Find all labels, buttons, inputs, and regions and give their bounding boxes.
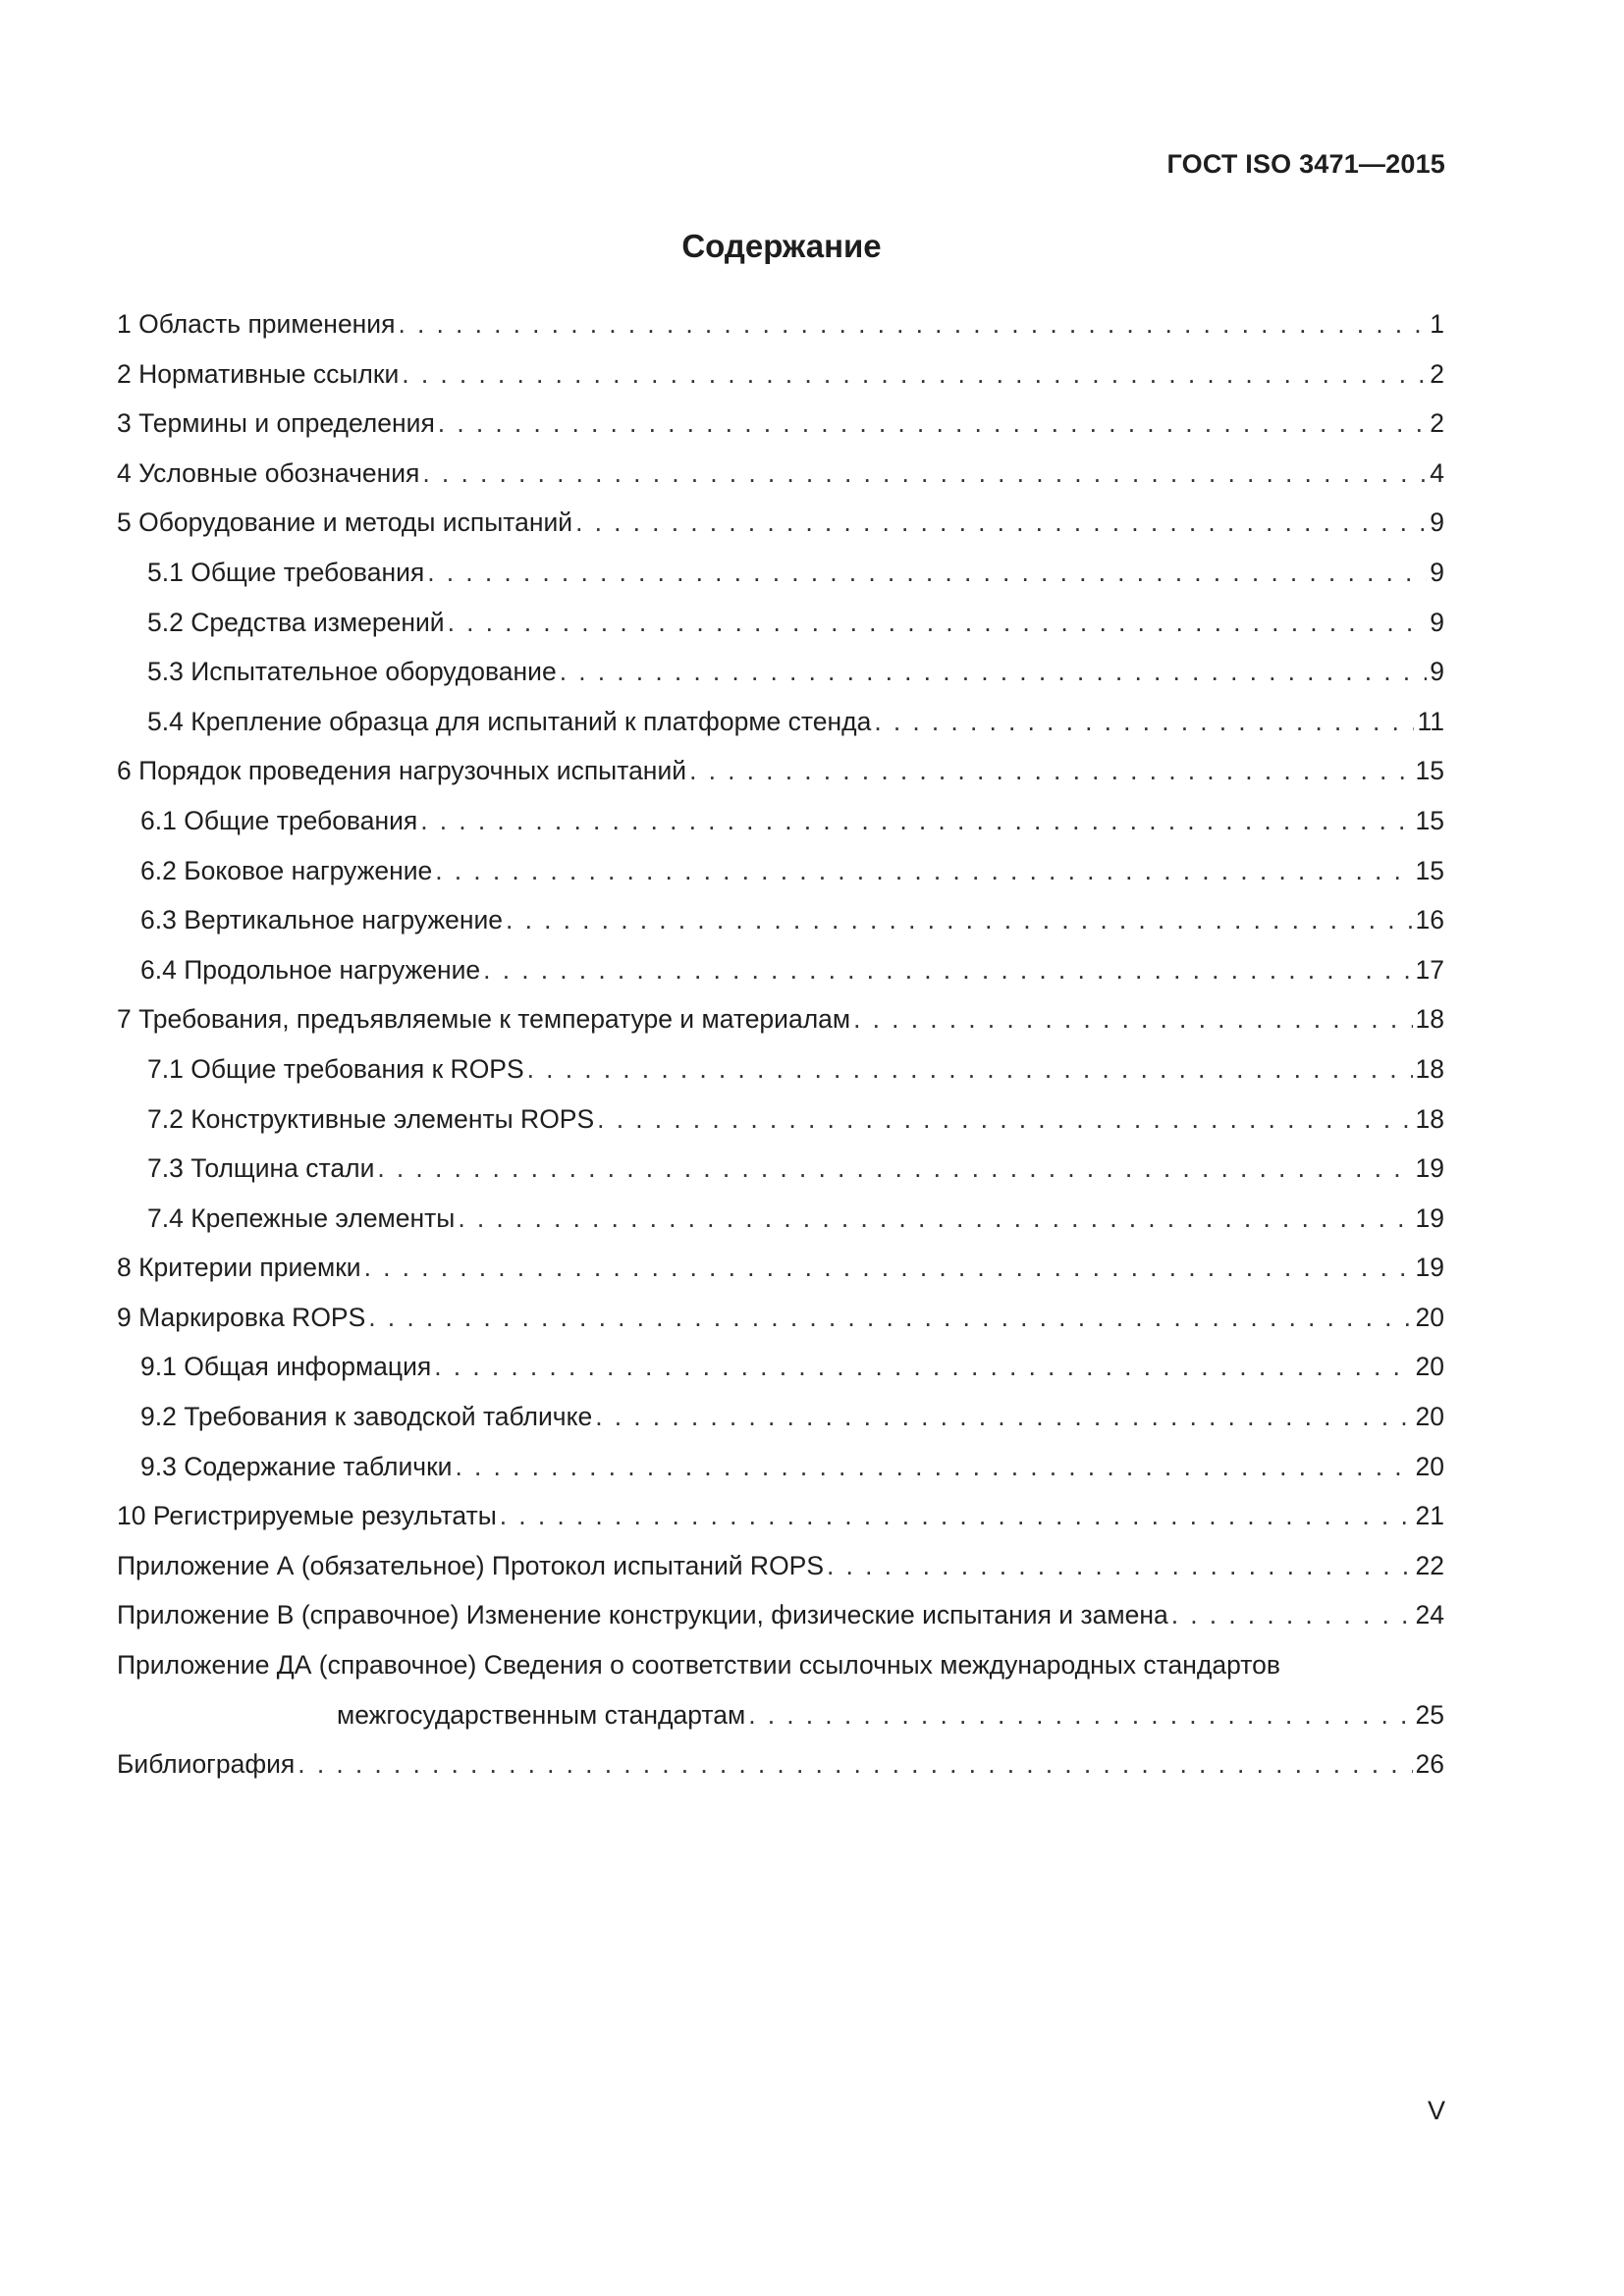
toc-entry-page: 19 <box>1415 1202 1444 1233</box>
toc-entry[interactable] <box>117 702 1444 752</box>
toc-entry-label: 5.3 Испытательное оборудование <box>147 657 557 687</box>
toc-entry-label: 6 Порядок проведения нагрузочных испытаний <box>117 756 687 786</box>
toc-entry[interactable] <box>117 603 1444 653</box>
toc-dot-leader <box>398 304 1427 344</box>
toc-entry[interactable] <box>117 403 1444 454</box>
toc-entry[interactable] <box>117 1496 1444 1546</box>
toc-entry-label: 5.2 Средства измерений <box>147 607 445 637</box>
toc-entry-label: 7.3 Толщина стали <box>147 1153 375 1184</box>
toc-entry[interactable] <box>117 652 1444 702</box>
toc-entry-page: 2 <box>1430 358 1444 389</box>
toc-entry[interactable] <box>117 950 1444 1000</box>
toc-dot-leader <box>527 1049 1413 1089</box>
toc-entry[interactable] <box>117 354 1444 404</box>
toc-entry-label: 7 Требования, предъявляемые к температуре и материалам <box>117 1004 851 1035</box>
toc-entry-page: 26 <box>1415 1749 1444 1780</box>
toc-entry-page: 20 <box>1415 1402 1444 1432</box>
toc-entry[interactable] <box>117 454 1444 504</box>
toc-entry-label: 7.4 Крепежные элементы <box>147 1202 456 1233</box>
toc-entry-label: 6.2 Боковое нагружение <box>140 855 433 885</box>
toc-entry-label: межгосударственным стандартам <box>337 1699 746 1730</box>
toc-entry-page: 19 <box>1415 1253 1444 1283</box>
toc-entry-label: Приложение А (обязательное) Протокол испытаний ROPS <box>117 1550 825 1580</box>
toc-dot-leader <box>448 603 1428 642</box>
toc-dot-leader <box>458 1199 1412 1238</box>
toc-entry[interactable] <box>117 900 1444 950</box>
toc-dot-leader <box>402 354 1427 394</box>
toc-entry-page: 22 <box>1415 1550 1444 1580</box>
toc-dot-leader <box>298 1744 1412 1784</box>
toc-entry[interactable] <box>117 1744 1444 1794</box>
toc-entry[interactable] <box>117 1695 1444 1745</box>
toc-entry-page: 25 <box>1415 1699 1444 1730</box>
toc-dot-leader <box>364 1248 1413 1287</box>
toc-entry[interactable] <box>117 1148 1444 1199</box>
toc-dot-leader <box>368 1298 1412 1337</box>
toc-entry-page: 11 <box>1417 706 1444 736</box>
toc-entry-page: 15 <box>1415 756 1444 786</box>
toc-entry[interactable] <box>117 1595 1444 1645</box>
toc-dot-leader <box>377 1148 1412 1188</box>
toc-entry-page: 1 <box>1430 309 1444 339</box>
toc-entry-label: 3 Термины и определения <box>117 408 435 439</box>
toc-entry-label: Приложение ДА (справочное) Сведения о соответствии ссылочных международных стандартов <box>117 1650 1280 1681</box>
toc-entry-page: 20 <box>1415 1352 1444 1382</box>
toc-entry-label: 7.2 Конструктивные элементы ROPS <box>147 1103 595 1134</box>
toc-entry-label: 5.1 Общие требования <box>147 557 425 587</box>
toc-dot-leader <box>500 1496 1413 1535</box>
toc-dot-leader <box>483 950 1412 989</box>
toc-title: Содержание <box>681 228 882 264</box>
page-number: V <box>1427 2096 1445 2125</box>
toc-entry-label: 9.1 Общая информация <box>140 1352 432 1382</box>
toc-dot-leader <box>435 851 1412 890</box>
toc-entry-label: 10 Регистрируемые результаты <box>117 1501 497 1531</box>
toc-dot-leader <box>422 454 1427 493</box>
toc-dot-leader <box>438 403 1427 443</box>
toc-entry-page: 18 <box>1415 1103 1444 1134</box>
toc-entry-page: 17 <box>1415 954 1444 985</box>
toc-entry-page: 4 <box>1430 457 1444 488</box>
toc-entry[interactable] <box>117 553 1444 603</box>
toc-dot-leader <box>1171 1595 1413 1634</box>
toc-entry-page: 9 <box>1430 607 1444 637</box>
document-code: ГОСТ ISO 3471—2015 <box>1166 149 1445 179</box>
toc-entry[interactable] <box>117 1546 1444 1596</box>
toc-entry[interactable] <box>117 1347 1444 1397</box>
toc-entry-page: 15 <box>1415 855 1444 885</box>
toc-entry[interactable] <box>117 304 1444 354</box>
toc-dot-leader <box>827 1546 1412 1585</box>
toc-entry-label: 6.3 Вертикальное нагружение <box>140 905 504 935</box>
toc-dot-leader <box>748 1695 1412 1735</box>
toc-dot-leader <box>853 999 1412 1039</box>
toc-dot-leader <box>595 1397 1412 1436</box>
toc-entry[interactable] <box>117 801 1444 851</box>
toc-entry-label: 9 Маркировка ROPS <box>117 1302 366 1332</box>
toc-entry-label: 2 Нормативные ссылки <box>117 358 400 389</box>
toc-entry-page: 2 <box>1430 408 1444 439</box>
toc-dot-leader <box>434 1347 1412 1386</box>
toc-dot-leader <box>575 503 1427 542</box>
toc-entry-label: 6.4 Продольное нагружение <box>140 954 481 985</box>
toc-entry-page: 18 <box>1415 1004 1444 1035</box>
toc-entry-page: 20 <box>1415 1451 1444 1481</box>
toc-entry-page: 19 <box>1415 1153 1444 1184</box>
toc-entry-page: 15 <box>1415 805 1444 835</box>
toc-entry-page: 9 <box>1430 507 1444 538</box>
toc-entry[interactable] <box>117 1447 1444 1497</box>
toc-entry-page: 16 <box>1415 905 1444 935</box>
toc-entry-label: 6.1 Общие требования <box>140 805 418 835</box>
toc-entry-label: 9.3 Содержание таблички <box>140 1451 453 1481</box>
toc-dot-leader <box>689 751 1412 790</box>
toc-entry-label: 4 Условные обозначения <box>117 457 420 488</box>
toc-entry[interactable] <box>117 1248 1444 1298</box>
toc-entry-page: 24 <box>1415 1600 1444 1630</box>
table-of-contents <box>117 304 1444 1794</box>
toc-dot-leader <box>420 801 1412 840</box>
toc-entry-label: 8 Критерии приемки <box>117 1253 361 1283</box>
toc-dot-leader <box>560 652 1428 691</box>
toc-entry[interactable] <box>117 1397 1444 1447</box>
toc-entry-label: 5 Оборудование и методы испытаний <box>117 507 573 538</box>
toc-entry[interactable] <box>117 1645 1444 1695</box>
toc-entry[interactable] <box>117 1049 1444 1099</box>
toc-entry[interactable] <box>117 1298 1444 1348</box>
toc-entry-page: 9 <box>1430 557 1444 587</box>
toc-dot-leader <box>506 900 1412 939</box>
toc-entry-page: 18 <box>1415 1053 1444 1084</box>
toc-entry-label: 7.1 Общие требования к ROPS <box>147 1053 524 1084</box>
toc-entry-page: 20 <box>1415 1302 1444 1332</box>
toc-dot-leader <box>874 702 1414 741</box>
toc-entry-page: 21 <box>1415 1501 1444 1531</box>
toc-entry[interactable] <box>117 751 1444 801</box>
toc-entry[interactable] <box>117 1099 1444 1149</box>
toc-entry-label: 9.2 Требования к заводской табличке <box>140 1402 593 1432</box>
toc-dot-leader <box>597 1099 1412 1139</box>
toc-entry[interactable] <box>117 503 1444 553</box>
toc-entry[interactable] <box>117 999 1444 1049</box>
toc-entry[interactable] <box>117 1199 1444 1249</box>
toc-entry-label: 1 Область применения <box>117 309 396 339</box>
toc-dot-leader <box>455 1447 1412 1486</box>
toc-entry[interactable] <box>117 851 1444 901</box>
toc-dot-leader <box>427 553 1427 592</box>
toc-entry-page: 9 <box>1430 657 1444 687</box>
toc-entry-label: Приложение В (справочное) Изменение конструкции, физические испытания и замена <box>117 1600 1168 1630</box>
toc-entry-label: Библиография <box>117 1749 296 1780</box>
toc-entry-label: 5.4 Крепление образца для испытаний к платформе стенда <box>147 706 872 736</box>
